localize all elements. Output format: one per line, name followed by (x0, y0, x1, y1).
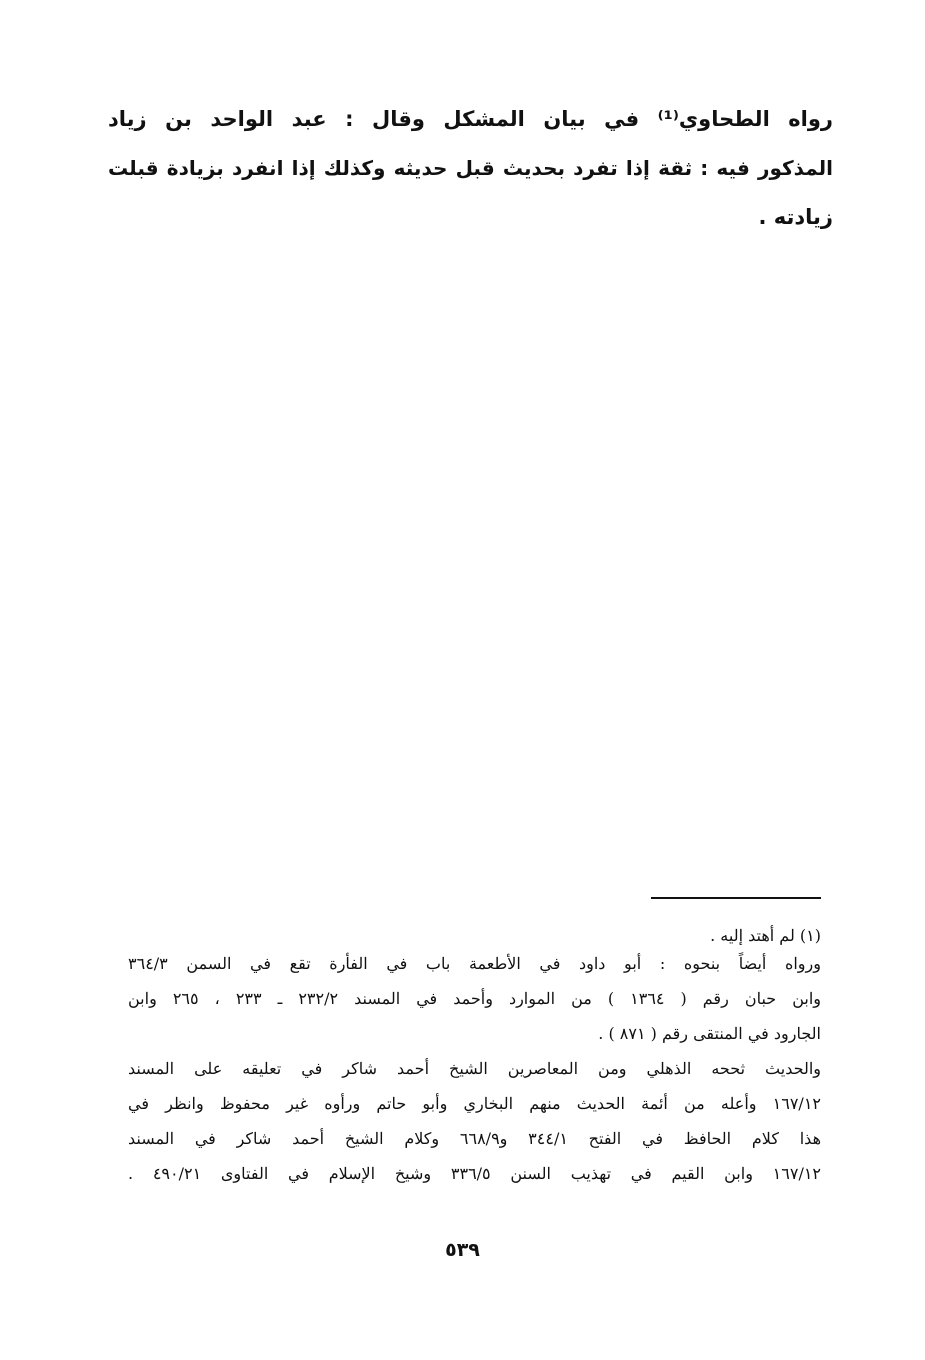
page-number: ٥٣٩ (445, 1239, 480, 1261)
main-text-line-1: رواه الطحاوي⁽¹⁾ في بيان المشكل وقال : عبد الواحد بن زياد (108, 107, 833, 131)
footnotes (128, 924, 821, 1197)
main-text-line-3: زيادته . (758, 205, 833, 229)
footnote-line-4: الجارود في المنتقى رقم ( ٨٧١ ) . (598, 1024, 821, 1043)
footnote-line-2: ورواه أيضاً بنحوه : أبو داود في الأطعمة باب في الفأرة تقع في السمن ٣٦٤/٣ (128, 954, 821, 973)
footnote-line-6: ١٦٧/١٢ وأعله من أئمة الحديث منهم البخاري وأبو حاتم ورأوه غير محفوظ وانظر في (128, 1094, 821, 1113)
main-text (108, 104, 833, 251)
footnote-line-7: هذا كلام الحافظ في الفتح ٣٤٤/١ و٦٦٨/٩ وكلام الشيخ أحمد شاكر في المسند (128, 1129, 822, 1148)
footnote-separator (651, 897, 821, 899)
main-text-line-2: المذكور فيه : ثقة إذا تفرد بحديث قبل حديثه وكذلك إذا انفرد بزيادة قبلت (108, 156, 833, 180)
footnote-line-3: وابن حبان رقم ( ١٣٦٤ ) من الموارد وأحمد في المسند ٢٣٢/٢ ـ ٢٣٣ ، ٢٦٥ وابن (128, 989, 821, 1008)
footnote-line-5: والحديث ثححه الذهلي ومن المعاصرين الشيخ أحمد شاكر في تعليقه على المسند (128, 1059, 821, 1078)
footnote-line-1: (١) لم أهتد إليه . (710, 926, 821, 945)
footnote-line-8: ١٦٧/١٢ وابن القيم في تهذيب السنن ٣٣٦/٥ وشيخ الإسلام في الفتاوى ٤٩٠/٢١ . (128, 1164, 822, 1183)
